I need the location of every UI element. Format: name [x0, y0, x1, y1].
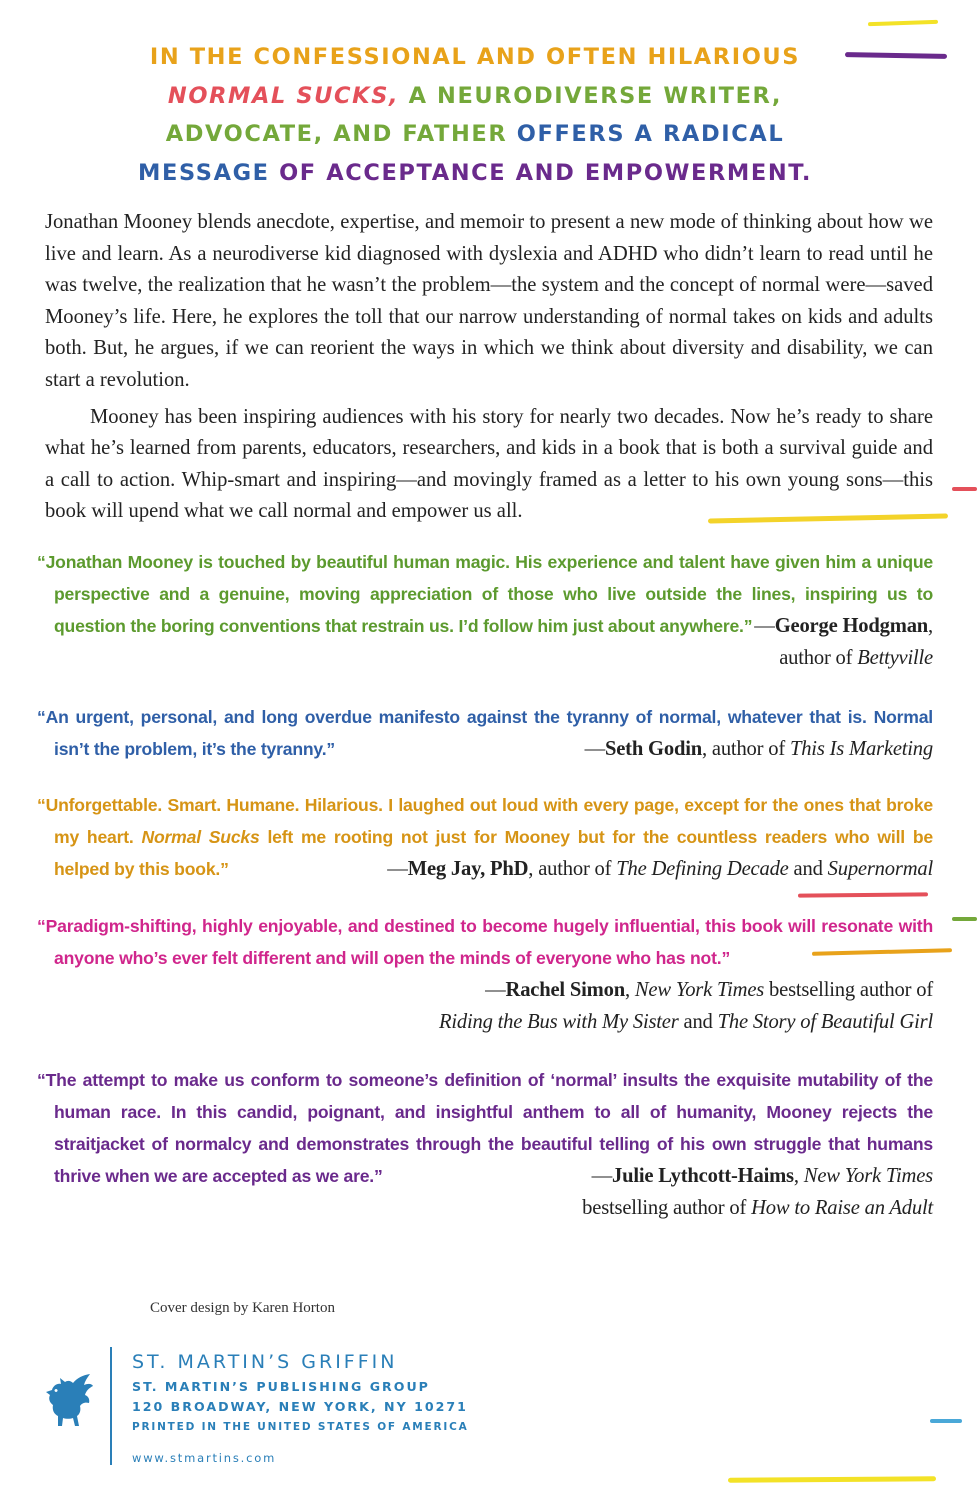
blurb-text: “The attempt to make us conform to someone’s definition of ‘normal’ insults the exquisite mutability of the human race. In this candid, poignant, and insightful anthem to all of humanity, Mooney rejects the straitjacket of normalcy and demonstrates through the beautiful telling of his own struggle that humans thrive when we are accepted as we are.”: [37, 1070, 933, 1186]
blurb-attribution: —Julie Lythcott-Haims, New York Times: [591, 1165, 933, 1187]
description-paragraph-1: Jonathan Mooney blends anecdote, expertise, and memoir to present a new mode of thinking about how we live and learn. As a neurodiverse kid diagnosed with dyslexia and ADHD who didn’t learn to read until he was twelve, the realization that he wasn’t the problem—the system and the concept of normal were—saved Mooney’s life. Here, he explores the toll that our narrow understanding of normal takes on kids and adults both. But, he argues, if we can reorient the ways in which we think about diversity and disability, we can start a revolution.: [45, 211, 933, 391]
blurb-attribution: —Meg Jay, PhD, author of The Defining Decade and Supernormal: [387, 858, 933, 880]
blurb-author: Seth Godin: [604, 738, 702, 760]
marker-stroke-green-right: [952, 917, 977, 921]
headline-line4-blue: MESSAGE: [138, 159, 270, 186]
headline-line3-green: ADVOCATE, AND FATHER: [165, 121, 508, 147]
blurb-author-credit: bestselling author of How to Raise an Adult: [582, 1197, 933, 1219]
blurb-jay: [37, 789, 933, 885]
blurb-book: Bettyville: [857, 647, 933, 669]
blurb-book: This Is Marketing: [789, 738, 933, 760]
blurb-book: Supernormal: [827, 858, 933, 880]
blurb-book: Riding the Bus with My Sister: [438, 1011, 679, 1033]
description: [45, 207, 933, 528]
blurb-simon: [37, 910, 933, 1038]
publisher-block: [110, 1347, 469, 1465]
headline-title: NORMAL SUCKS,: [167, 82, 400, 109]
blurb-author-credit: Riding the Bus with My Sister and The Story of Beautiful Girl: [438, 1011, 933, 1033]
blurb-text: “Unforgettable. Smart. Humane. Hilarious. I laughed out loud with every page, except for the ones that broke my heart. Normal Sucks left me rooting not just for Mooney but for the countless readers who will be helped by this book.”: [37, 795, 933, 879]
publisher-group: ST. MARTIN’S PUBLISHING GROUP: [132, 1379, 430, 1394]
blurb-hodgman: [37, 546, 933, 674]
griffin-logo-icon: [44, 1372, 94, 1428]
blurb-text: “Jonathan Mooney is touched by beautiful human magic. His experience and talent have given him a unique perspective and a genuine, moving appreciation of those who live outside the lines, inspiring us to question the boring conventions that restrain us. I’d follow him just about anywhere.”: [37, 552, 933, 636]
printed-in: PRINTED IN THE UNITED STATES OF AMERICA: [132, 1421, 469, 1433]
blurb-author: Julie Lythcott-Haims: [611, 1165, 794, 1187]
blurb-godin: [37, 701, 933, 765]
marker-stroke-yellow-bottom: [728, 1476, 936, 1482]
description-paragraph-2: Mooney has been inspiring audiences with his story for nearly two decades. Now he’s ready to share what he’s learned from parents, educators, researchers, and kids in a book that is both a survival guide and a call to action. Whip-smart and inspiring—and movingly framed as a letter to his own young sons—this book will upend what we call normal and empower us all.: [45, 405, 933, 523]
blurb-text: “Paradigm-shifting, highly enjoyable, and destined to become hugely influential, this book will resonate with anyone who’s ever felt different and will open the minds of everyone who has not.”: [37, 916, 933, 968]
blurb-attribution: —Seth Godin, author of This Is Marketing: [584, 738, 933, 760]
blurb-author: George Hodgman: [774, 615, 929, 637]
marker-stroke-coral-underline: [798, 892, 928, 897]
blurb-book: How to Raise an Adult: [751, 1197, 933, 1219]
blurb-title-ref: Normal Sucks: [141, 827, 260, 847]
blurb-attribution: —Rachel Simon, New York Times bestselling author of: [485, 979, 933, 1001]
headline-line4-purple: OF ACCEPTANCE AND EMPOWERMENT.: [269, 159, 812, 186]
blurb-author: Meg Jay, PhD: [407, 858, 529, 880]
blurb-lythcott-haims: [37, 1064, 933, 1224]
blurb-book: The Story of Beautiful Girl: [717, 1011, 933, 1033]
headline-line3-blue: OFFERS A RADICAL: [507, 121, 785, 147]
publisher-name: ST. MARTIN’S GRIFFIN: [132, 1351, 398, 1373]
blurb-author: Rachel Simon: [505, 979, 625, 1001]
marker-stroke-yellow-top: [868, 20, 938, 26]
blurb-book: The Defining Decade: [616, 858, 789, 880]
publisher-address: 120 BROADWAY, NEW YORK, NY 10271: [132, 1399, 468, 1414]
cover-design-credit: Cover design by Karen Horton: [150, 1300, 335, 1316]
blurb-text: “An urgent, personal, and long overdue manifesto against the tyranny of normal, whatever that is. Normal isn’t the problem, it’s the tyranny.”: [37, 707, 933, 759]
headline-line2: A NEURODIVERSE WRITER,: [399, 82, 783, 109]
headline-line1: IN THE CONFESSIONAL AND OFTEN HILARIOUS: [149, 44, 801, 70]
marker-stroke-blue-right: [930, 1419, 962, 1423]
marker-stroke-coral-right: [952, 487, 977, 491]
blurb-attribution: —George Hodgman,: [754, 615, 933, 637]
publisher-url[interactable]: www.stmartins.com: [132, 1451, 277, 1465]
blurb-author-credit: author of Bettyville: [779, 647, 933, 669]
headline: [60, 38, 890, 192]
